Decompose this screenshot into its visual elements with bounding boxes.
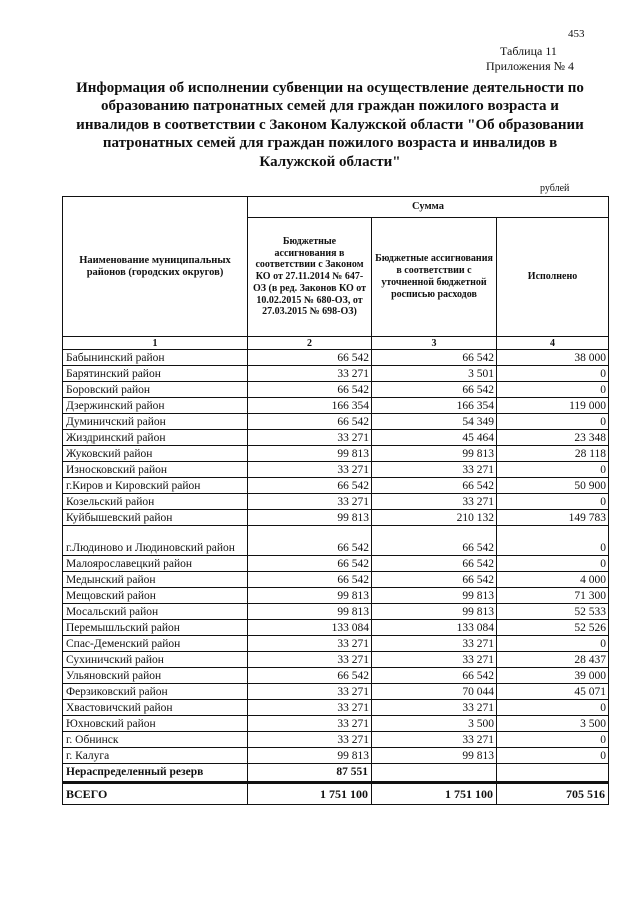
table-row xyxy=(63,494,609,510)
table-row xyxy=(63,716,609,732)
law-amount: 33 271 xyxy=(248,366,372,382)
col-name-header: Наименование муниципальных районов (городских округов) xyxy=(63,197,248,337)
law-amount: 33 271 xyxy=(248,494,372,510)
executed-amount: 52 533 xyxy=(497,604,609,620)
table-row xyxy=(63,636,609,652)
executed-amount: 0 xyxy=(497,700,609,716)
district-name: Бабынинский район xyxy=(63,350,248,366)
district-name: г.Людиново и Людиновский район xyxy=(63,526,248,556)
budget-amount: 33 271 xyxy=(372,462,497,478)
col-number: 2 xyxy=(248,337,372,350)
district-name: Ульяновский район xyxy=(63,668,248,684)
total-executed: 705 516 xyxy=(497,783,609,805)
executed-amount: 0 xyxy=(497,366,609,382)
executed-amount: 149 783 xyxy=(497,510,609,526)
law-amount: 66 542 xyxy=(248,526,372,556)
executed-amount: 50 900 xyxy=(497,478,609,494)
executed-amount: 3 500 xyxy=(497,716,609,732)
table-row xyxy=(63,414,609,430)
table-row xyxy=(63,430,609,446)
table-row xyxy=(63,572,609,588)
law-amount: 66 542 xyxy=(248,556,372,572)
table-row xyxy=(63,748,609,764)
units-label: рублей xyxy=(540,183,570,194)
district-name: Мосальский район xyxy=(63,604,248,620)
executed-amount: 28 437 xyxy=(497,652,609,668)
executed-amount: 0 xyxy=(497,732,609,748)
executed-amount: 4 000 xyxy=(497,572,609,588)
table-row xyxy=(63,556,609,572)
executed-amount: 52 526 xyxy=(497,620,609,636)
law-amount: 66 542 xyxy=(248,350,372,366)
executed-amount: 0 xyxy=(497,526,609,556)
law-amount: 133 084 xyxy=(248,620,372,636)
law-amount: 33 271 xyxy=(248,430,372,446)
law-amount: 99 813 xyxy=(248,748,372,764)
executed-amount: 38 000 xyxy=(497,350,609,366)
table-label: Таблица 11 xyxy=(500,44,557,58)
law-amount: 99 813 xyxy=(248,588,372,604)
district-name: Жиздринский район xyxy=(63,430,248,446)
reserve-row xyxy=(63,764,609,783)
law-amount: 33 271 xyxy=(248,462,372,478)
district-name: Думиничский район xyxy=(63,414,248,430)
executed-amount: 23 348 xyxy=(497,430,609,446)
table-row xyxy=(63,620,609,636)
table-row xyxy=(63,510,609,526)
table-row xyxy=(63,478,609,494)
executed-amount: 45 071 xyxy=(497,684,609,700)
table-row xyxy=(63,652,609,668)
law-amount: 99 813 xyxy=(248,446,372,462)
district-name: Мещовский район xyxy=(63,588,248,604)
district-name: Козельский район xyxy=(63,494,248,510)
col-executed-header: Исполнено xyxy=(497,218,609,337)
budget-amount: 70 044 xyxy=(372,684,497,700)
law-amount: 33 271 xyxy=(248,652,372,668)
table-row xyxy=(63,462,609,478)
law-amount: 33 271 xyxy=(248,716,372,732)
table-row xyxy=(63,684,609,700)
sum-header: Сумма xyxy=(248,197,609,218)
budget-amount: 66 542 xyxy=(372,350,497,366)
district-name: г. Калуга xyxy=(63,748,248,764)
budget-amount: 33 271 xyxy=(372,732,497,748)
table-row xyxy=(63,446,609,462)
budget-amount: 99 813 xyxy=(372,604,497,620)
reserve-executed xyxy=(497,764,609,783)
table-row xyxy=(63,526,609,556)
district-name: Юхновский район xyxy=(63,716,248,732)
law-amount: 66 542 xyxy=(248,572,372,588)
table-row xyxy=(63,588,609,604)
table-row xyxy=(63,366,609,382)
budget-amount: 45 464 xyxy=(372,430,497,446)
total-budget: 1 751 100 xyxy=(372,783,497,805)
budget-amount: 66 542 xyxy=(372,382,497,398)
law-amount: 33 271 xyxy=(248,636,372,652)
district-name: Хвастовичский район xyxy=(63,700,248,716)
executed-amount: 39 000 xyxy=(497,668,609,684)
law-amount: 66 542 xyxy=(248,414,372,430)
page-number: 453 xyxy=(568,28,585,40)
district-name: Сухиничский район xyxy=(63,652,248,668)
budget-amount: 54 349 xyxy=(372,414,497,430)
budget-amount: 3 501 xyxy=(372,366,497,382)
budget-amount: 66 542 xyxy=(372,526,497,556)
district-name: Малоярославецкий район xyxy=(63,556,248,572)
appendix-label: Приложения № 4 xyxy=(486,59,575,73)
law-amount: 33 271 xyxy=(248,700,372,716)
law-amount: 166 354 xyxy=(248,398,372,414)
budget-amount: 66 542 xyxy=(372,478,497,494)
budget-amount: 99 813 xyxy=(372,748,497,764)
total-name: ВСЕГО xyxy=(63,783,248,805)
district-name: Жуковский район xyxy=(63,446,248,462)
district-name: Боровский район xyxy=(63,382,248,398)
district-name: Барятинский район xyxy=(63,366,248,382)
col-number: 4 xyxy=(497,337,609,350)
district-name: Перемышльский район xyxy=(63,620,248,636)
district-name: Куйбышевский район xyxy=(63,510,248,526)
law-amount: 33 271 xyxy=(248,684,372,700)
budget-amount: 99 813 xyxy=(372,588,497,604)
total-row xyxy=(63,783,609,805)
district-name: Дзержинский район xyxy=(63,398,248,414)
executed-amount: 0 xyxy=(497,494,609,510)
district-name: Износковский район xyxy=(63,462,248,478)
budget-amount: 133 084 xyxy=(372,620,497,636)
law-amount: 33 271 xyxy=(248,732,372,748)
table-row xyxy=(63,398,609,414)
table-row xyxy=(63,732,609,748)
district-name: г.Киров и Кировский район xyxy=(63,478,248,494)
budget-amount: 99 813 xyxy=(372,446,497,462)
budget-amount: 166 354 xyxy=(372,398,497,414)
executed-amount: 71 300 xyxy=(497,588,609,604)
table-row xyxy=(63,668,609,684)
col-number: 1 xyxy=(63,337,248,350)
reserve-budget xyxy=(372,764,497,783)
total-law: 1 751 100 xyxy=(248,783,372,805)
executed-amount: 0 xyxy=(497,462,609,478)
law-amount: 66 542 xyxy=(248,478,372,494)
budget-amount: 33 271 xyxy=(372,652,497,668)
law-amount: 66 542 xyxy=(248,382,372,398)
executed-amount: 0 xyxy=(497,382,609,398)
table-row xyxy=(63,382,609,398)
document-heading: Информация об исполнении субвенции на осуществление деятельности по образованию патронатных семей для граждан пожилого возраста и инвалидов в соответствии с Законом Калужской области "Об образовании патронатных семей для граждан пожилого возраста и инвалидов в Калужской области" xyxy=(76,80,584,170)
table-row xyxy=(63,350,609,366)
reserve-law: 87 551 xyxy=(248,764,372,783)
law-amount: 99 813 xyxy=(248,604,372,620)
col-law-header: Бюджетные ассигнования в соответствии с Законом КО от 27.11.2014 № 647-ОЗ (в ред. Законов КО от 10.02.2015 № 680-ОЗ, от 27.03.2015 № 698-ОЗ) xyxy=(248,218,372,337)
law-amount: 99 813 xyxy=(248,510,372,526)
executed-amount: 28 118 xyxy=(497,446,609,462)
executed-amount: 0 xyxy=(497,414,609,430)
col-number: 3 xyxy=(372,337,497,350)
budget-amount: 210 132 xyxy=(372,510,497,526)
budget-amount: 33 271 xyxy=(372,494,497,510)
executed-amount: 119 000 xyxy=(497,398,609,414)
table-row xyxy=(63,604,609,620)
budget-amount: 66 542 xyxy=(372,668,497,684)
col-budget-header: Бюджетные ассигнования в соответствии с уточненной бюджетной росписью расходов xyxy=(372,218,497,337)
budget-amount: 33 271 xyxy=(372,636,497,652)
executed-amount: 0 xyxy=(497,556,609,572)
reserve-name: Нераспределенный резерв xyxy=(63,764,248,783)
budget-amount: 3 500 xyxy=(372,716,497,732)
district-name: Ферзиковский район xyxy=(63,684,248,700)
table-row xyxy=(63,700,609,716)
table-body xyxy=(63,350,609,764)
budget-amount: 66 542 xyxy=(372,572,497,588)
district-name: Медынский район xyxy=(63,572,248,588)
district-name: Спас-Деменский район xyxy=(63,636,248,652)
district-name: г. Обнинск xyxy=(63,732,248,748)
executed-amount: 0 xyxy=(497,636,609,652)
budget-amount: 33 271 xyxy=(372,700,497,716)
subvention-table xyxy=(62,196,609,805)
executed-amount: 0 xyxy=(497,748,609,764)
budget-amount: 66 542 xyxy=(372,556,497,572)
law-amount: 66 542 xyxy=(248,668,372,684)
